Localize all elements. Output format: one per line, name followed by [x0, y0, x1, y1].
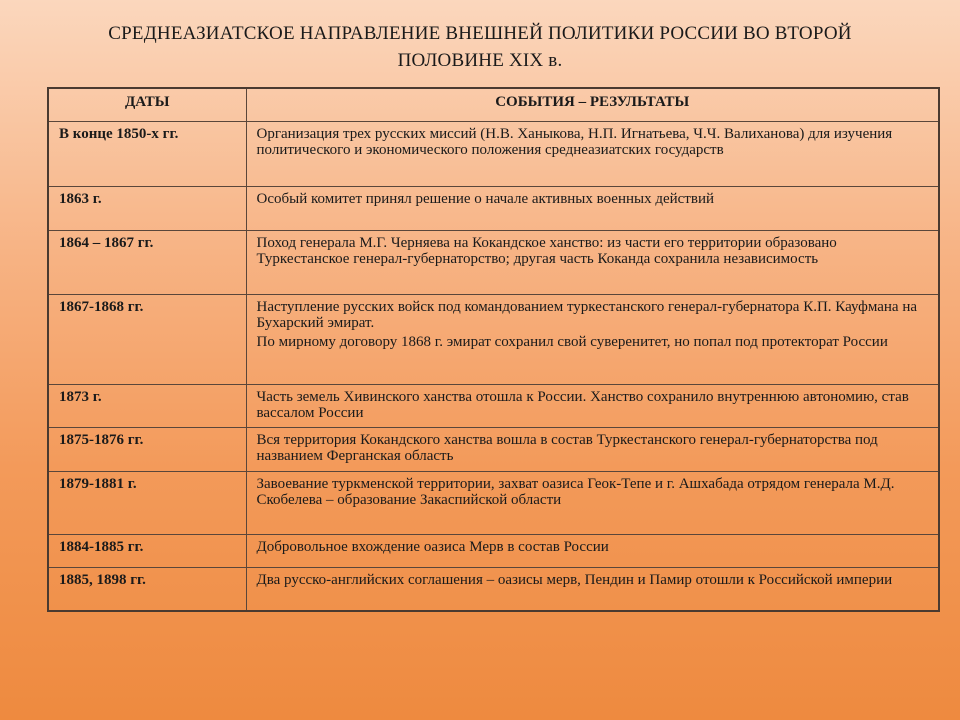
date-cell: 1867-1868 гг. [48, 294, 246, 384]
event-text: По мирному договору 1868 г. эмират сохранил свой суверенитет, но попал под протекторат России [256, 333, 888, 350]
date-cell: 1885, 1898 гг. [48, 567, 246, 611]
table-row [48, 294, 939, 384]
event-cell [246, 230, 939, 294]
column-header-dates: ДАТЫ [48, 88, 246, 121]
column-header-events: СОБЫТИЯ – РЕЗУЛЬТАТЫ [246, 88, 939, 121]
event-cell [246, 471, 939, 534]
table-row [48, 384, 939, 427]
event-text: Поход генерала М.Г. Черняева на Кокандское ханство: из части его территории образовано Туркестанское генерал-губернаторство; другая часть Коканда сохранила независимость [256, 234, 837, 267]
table-row [48, 186, 939, 230]
event-cell [246, 384, 939, 427]
events-table [47, 87, 940, 612]
event-cell [246, 186, 939, 230]
table-row [48, 230, 939, 294]
date-cell: 1875-1876 гг. [48, 427, 246, 471]
event-text: Завоевание туркменской территории, захват оазиса Геок-Тепе и г. Ашхабада отрядом генерала М.Д. Скобелева – образование Закаспийской области [256, 475, 895, 508]
event-text: Добровольное вхождение оазиса Мерв в состав России [256, 538, 609, 555]
table-row [48, 471, 939, 534]
table-header-row [48, 88, 939, 121]
date-cell: 1864 – 1867 гг. [48, 230, 246, 294]
event-text: Вся территория Кокандского ханства вошла в состав Туркестанского генерал-губернаторства под названием Ферганская область [256, 431, 878, 464]
event-text: Часть земель Хивинского ханства отошла к России. Ханство сохранило внутреннюю автономию, став вассалом России [256, 388, 909, 421]
event-cell [246, 294, 939, 384]
date-cell: 1863 г. [48, 186, 246, 230]
event-cell [246, 121, 939, 186]
event-text: Наступление русских войск под командованием туркестанского генерал-губернатора К.П. Кауфмана на Бухарский эмират. [256, 298, 918, 331]
table-row [48, 427, 939, 471]
date-cell: В конце 1850-х гг. [48, 121, 246, 186]
event-text: Два русско-английских соглашения – оазисы мерв, Пендин и Памир отошли к Российской империи [256, 571, 893, 588]
table-row [48, 567, 939, 611]
date-cell: 1873 г. [48, 384, 246, 427]
date-cell: 1884-1885 гг. [48, 534, 246, 567]
event-cell [246, 534, 939, 567]
page-title-line-1: СРЕДНЕАЗИАТСКОЕ НАПРАВЛЕНИЕ ВНЕШНЕЙ ПОЛИТИКИ РОССИИ ВО ВТОРОЙ [108, 23, 852, 44]
table-row [48, 121, 939, 186]
page-title [40, 20, 920, 74]
event-text: Особый комитет принял решение о начале активных военных действий [256, 190, 714, 207]
table-row [48, 534, 939, 567]
event-cell [246, 427, 939, 471]
event-cell [246, 567, 939, 611]
event-text: Организация трех русских миссий (Н.В. Ханыкова, Н.П. Игнатьева, Ч.Ч. Валиханова) для изучения политического и экономического положения среднеазиатских государств [256, 125, 893, 158]
date-cell: 1879-1881 г. [48, 471, 246, 534]
page-title-line-2: ПОЛОВИНЕ XIX в. [397, 50, 563, 71]
